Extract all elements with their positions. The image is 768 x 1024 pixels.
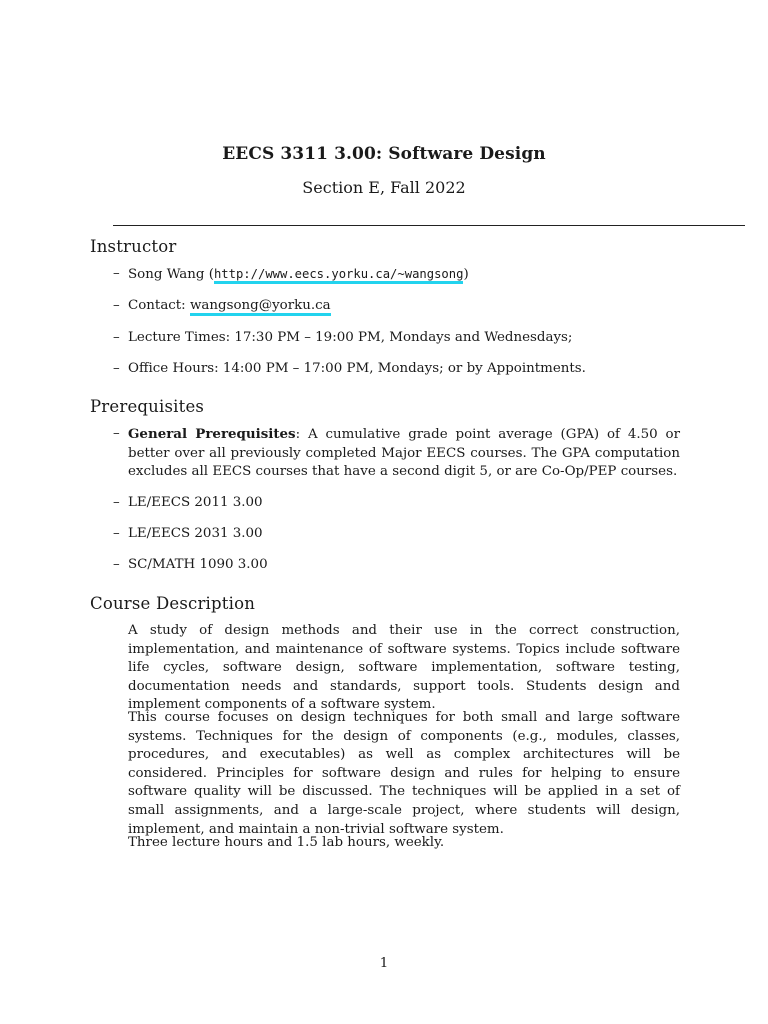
- list-dash: –: [113, 557, 120, 572]
- prerequisite-course: SC/MATH 1090 3.00: [128, 557, 268, 572]
- contact-email-link[interactable]: wangsong@yorku.ca: [190, 298, 331, 316]
- list-dash: –: [113, 426, 120, 441]
- list-dash: –: [113, 266, 120, 281]
- instructor-homepage-link[interactable]: http://www.eecs.yorku.ca/~wangsong: [214, 267, 463, 284]
- list-dash: –: [113, 298, 120, 313]
- general-prerequisites-text: : A cumulative grade point average (GPA) of 4.50 or better over all previously completed Major EECS courses. The GPA computation excludes all EECS courses that have a second digit 5, or are Co-Op/PEP courses.: [128, 427, 680, 480]
- list-item-prerequisite-course: [113, 556, 683, 575]
- title-divider: [113, 225, 745, 226]
- list-dash: –: [113, 330, 120, 345]
- office-hours-text: Office Hours: 14:00 PM – 17:00 PM, Mondays; or by Appointments.: [128, 361, 586, 376]
- list-item-prerequisite-course: [113, 525, 683, 544]
- prerequisite-course: LE/EECS 2031 3.00: [128, 526, 263, 541]
- document-subtitle: Section E, Fall 2022: [302, 178, 466, 197]
- course-description-paragraph: A study of design methods and their use in the correct construction, implementation, and maintenance of software systems. Topics include software life cycles, software design, software implementation, software testing, documentation needs and standards, support tools. Students design and implement components of a software system.: [128, 623, 680, 713]
- list-dash: –: [113, 526, 120, 541]
- section-heading-course-description: Course Description: [90, 594, 256, 613]
- general-prerequisites-label: General Prerequisites: [128, 426, 296, 442]
- section-heading-instructor: Instructor: [90, 237, 177, 256]
- section-heading-prerequisites: Prerequisites: [90, 397, 205, 416]
- document-title: EECS 3311 3.00: Software Design: [222, 144, 546, 164]
- prerequisite-course: LE/EECS 2011 3.00: [128, 495, 263, 510]
- instructor-name-suffix: ): [463, 267, 469, 282]
- list-dash: –: [113, 361, 120, 376]
- lecture-times-text: Lecture Times: 17:30 PM – 19:00 PM, Mondays and Wednesdays;: [128, 330, 573, 345]
- course-description-paragraph: This course focuses on design techniques for both small and large software systems. Techniques for the design of components (e.g., modules, classes, procedures, and executables) as well as complex architectures will be considered. Principles for software design and rules for helping to ensure software quality will be discussed. The techniques will be applied in a set of small assignments, and a large-scale project, where students will design, implement, and maintain a non-trivial software system.: [128, 710, 680, 837]
- list-dash: –: [113, 495, 120, 510]
- course-description-paragraph: Three lecture hours and 1.5 lab hours, weekly.: [128, 835, 445, 850]
- list-item-instructor-name: [113, 265, 683, 285]
- page-number: 1: [379, 956, 389, 971]
- list-item-office-hours: [113, 360, 683, 379]
- list-item-general-prerequisites: [113, 425, 683, 482]
- list-item-lecture-times: [113, 329, 683, 348]
- list-item-prerequisite-course: [113, 494, 683, 513]
- instructor-name: Song Wang (: [128, 267, 214, 282]
- contact-label: Contact:: [128, 298, 190, 313]
- list-item-contact: [113, 297, 683, 316]
